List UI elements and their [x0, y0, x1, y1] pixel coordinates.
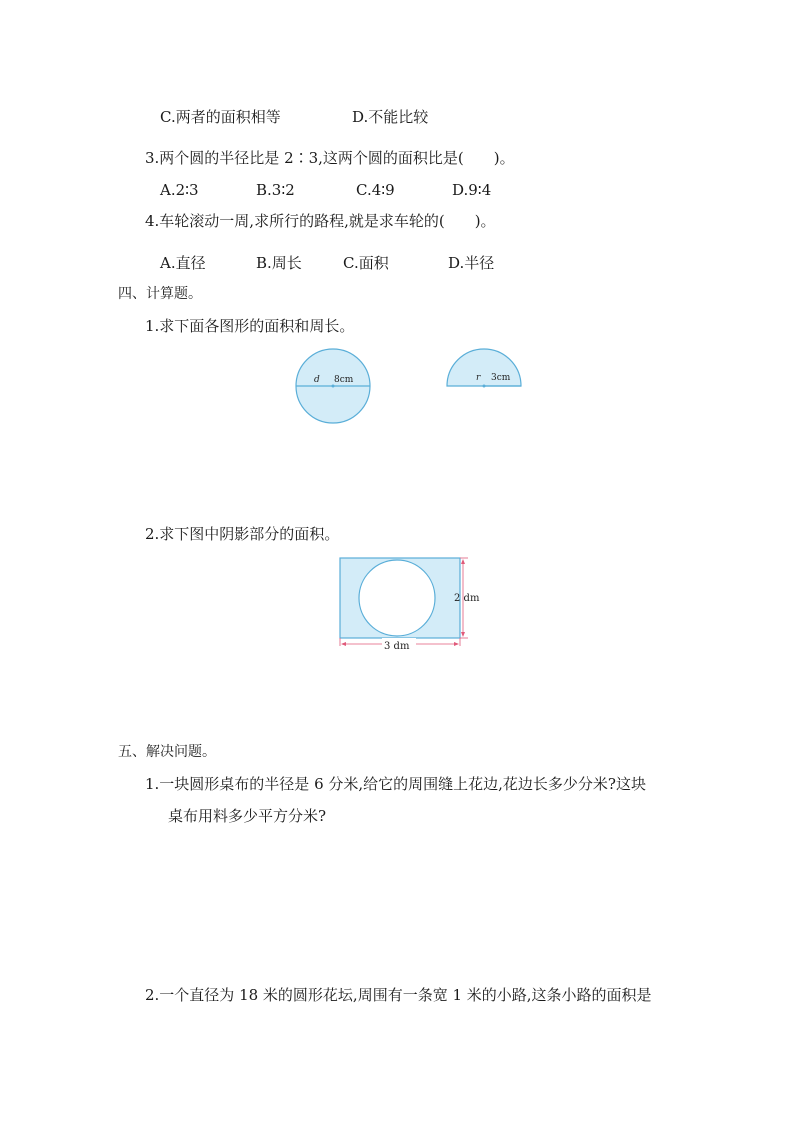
- q2-option-c: C.两者的面积相等: [160, 108, 281, 126]
- width-label: 3 dm: [384, 641, 410, 652]
- shaded-rectangle-figure: [336, 553, 486, 653]
- circle-figure: [294, 347, 374, 427]
- q4-option-b: B.周长: [256, 254, 302, 272]
- semicircle-label-r: r: [476, 373, 481, 383]
- section4-q1-stem: 1.求下面各图形的面积和周长。: [145, 317, 355, 335]
- section5-q2-line1: 2.一个直径为 18 米的圆形花坛,周围有一条宽 1 米的小路,这条小路的面积是: [145, 986, 652, 1004]
- circle-label-d: d: [314, 375, 320, 385]
- q3-option-c: C.4∶9: [356, 181, 395, 199]
- section4-q2-stem: 2.求下图中阴影部分的面积。: [145, 525, 340, 543]
- q3-option-a: A.2∶3: [160, 181, 199, 199]
- q3-option-b: B.3∶2: [256, 181, 295, 199]
- q4-stem: 4.车轮滚动一周,求所行的路程,就是求车轮的( )。: [145, 212, 496, 230]
- section5-q1-line1: 1.一块圆形桌布的半径是 6 分米,给它的周围缝上花边,花边长多少分米?这块: [145, 775, 646, 793]
- section5-title: 五、解决问题。: [118, 744, 216, 760]
- q4-option-a: A.直径: [160, 254, 206, 272]
- section5-q1-line2: 桌布用料多少平方分米?: [168, 807, 327, 825]
- q2-option-d: D.不能比较: [352, 108, 429, 126]
- semicircle-label-value: 3cm: [491, 373, 511, 383]
- q3-option-d: D.9∶4: [452, 181, 492, 199]
- q4-option-d: D.半径: [448, 254, 495, 272]
- q3-stem: 3.两个圆的半径比是 2∶3,这两个圆的面积比是( )。: [145, 149, 515, 167]
- unshaded-circle: [359, 560, 435, 636]
- semicircle-figure: [445, 347, 525, 389]
- height-label: 2 dm: [454, 593, 480, 604]
- circle-label-value: 8cm: [334, 375, 354, 385]
- section4-title: 四、计算题。: [118, 286, 202, 302]
- q4-option-c: C.面积: [343, 254, 389, 272]
- semicircle-center-dot: [483, 385, 486, 388]
